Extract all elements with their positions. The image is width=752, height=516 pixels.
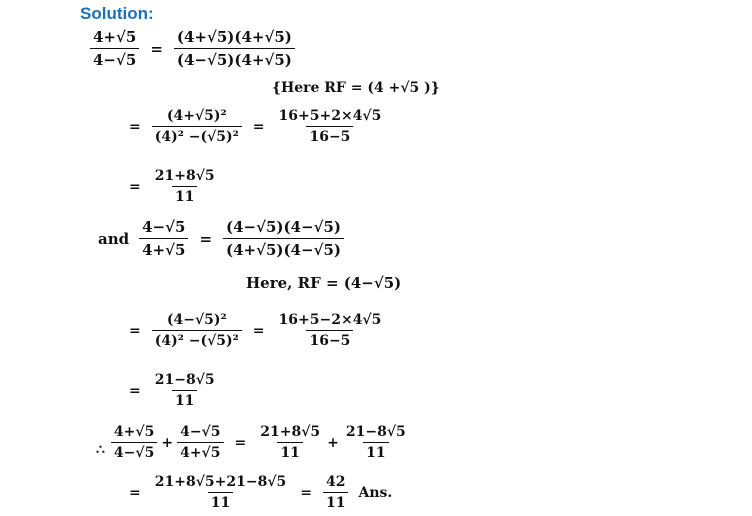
denominator: (4−√5)(4+√5) <box>174 48 295 69</box>
denominator: 11 <box>172 390 197 409</box>
equals-sign: = <box>252 118 265 135</box>
denominator: 11 <box>208 492 233 511</box>
fraction <box>174 28 295 69</box>
denominator: (4)² −(√5)² <box>152 330 242 349</box>
denominator: (4+√5)(4−√5) <box>223 238 344 259</box>
numerator: 16+5+2×4√5 <box>278 108 382 124</box>
fraction <box>152 168 218 205</box>
denominator: 11 <box>363 442 388 461</box>
equation-5 <box>122 312 388 349</box>
fraction <box>177 424 223 461</box>
equals-sign: = <box>129 382 141 399</box>
numerator: (4+√5)(4+√5) <box>176 28 292 46</box>
fraction <box>152 108 242 145</box>
fraction <box>257 424 323 461</box>
numerator: 4+√5 <box>113 424 155 440</box>
equation-3 <box>122 168 222 205</box>
fraction <box>323 474 348 511</box>
therefore-symbol: ∴ <box>96 441 105 458</box>
and-label: and <box>98 229 130 248</box>
numerator: (4−√5)(4−√5) <box>226 218 342 236</box>
numerator: 21+8√5+21−8√5 <box>154 474 287 490</box>
denominator: 11 <box>323 492 348 511</box>
equation-2 <box>122 108 388 145</box>
numerator: (4−√5)² <box>166 312 227 328</box>
equation-6 <box>122 372 222 409</box>
plus-sign: + <box>161 434 174 451</box>
equals-sign: = <box>300 484 312 501</box>
equals-sign: = <box>199 229 213 248</box>
note-text: {Here RF = (4 +√5 )} <box>272 80 440 96</box>
numerator: 42 <box>326 474 346 490</box>
numerator: 21−8√5 <box>154 372 215 388</box>
fraction <box>152 372 218 409</box>
rationalizing-factor-note-1 <box>272 80 440 96</box>
equation-8 <box>122 474 398 511</box>
denominator: 4−√5 <box>111 442 157 461</box>
equals-sign: = <box>129 322 141 339</box>
equals-sign: = <box>234 434 247 451</box>
fraction <box>139 218 188 259</box>
plus-sign: + <box>327 434 339 451</box>
numerator: 21+8√5 <box>154 168 215 184</box>
rationalizing-factor-note-2 <box>246 274 401 292</box>
fraction <box>90 28 139 69</box>
denominator: 16−5 <box>306 330 353 349</box>
note-text: Here, RF = (4−√5) <box>246 274 402 292</box>
equation-4 <box>92 218 348 259</box>
equation-7 <box>96 424 413 461</box>
numerator: 4−√5 <box>142 218 186 236</box>
equals-sign: = <box>150 39 163 58</box>
numerator: (4+√5)² <box>166 108 227 124</box>
denominator: 4+√5 <box>139 238 188 259</box>
numerator: 4−√5 <box>180 424 221 440</box>
numerator: 4+√5 <box>93 28 137 46</box>
fraction <box>276 312 385 349</box>
equation-1 <box>86 28 299 69</box>
denominator: 11 <box>172 186 197 205</box>
denominator: 16−5 <box>306 126 353 145</box>
numerator: 16+5−2×4√5 <box>278 312 382 328</box>
answer-label: Ans. <box>358 484 393 501</box>
fraction <box>111 424 157 461</box>
fraction <box>223 218 344 259</box>
denominator: 4+√5 <box>177 442 223 461</box>
equals-sign: = <box>129 118 141 135</box>
denominator: (4)² −(√5)² <box>152 126 242 145</box>
equals-sign: = <box>252 322 265 339</box>
equals-sign: = <box>129 178 141 195</box>
fraction <box>152 474 290 511</box>
solution-heading: Solution: <box>80 4 154 23</box>
numerator: 21−8√5 <box>345 424 406 440</box>
numerator: 21+8√5 <box>260 424 321 440</box>
fraction <box>343 424 409 461</box>
denominator: 11 <box>277 442 302 461</box>
equals-sign: = <box>129 484 141 501</box>
denominator: 4−√5 <box>90 48 139 69</box>
fraction <box>276 108 385 145</box>
fraction <box>152 312 242 349</box>
